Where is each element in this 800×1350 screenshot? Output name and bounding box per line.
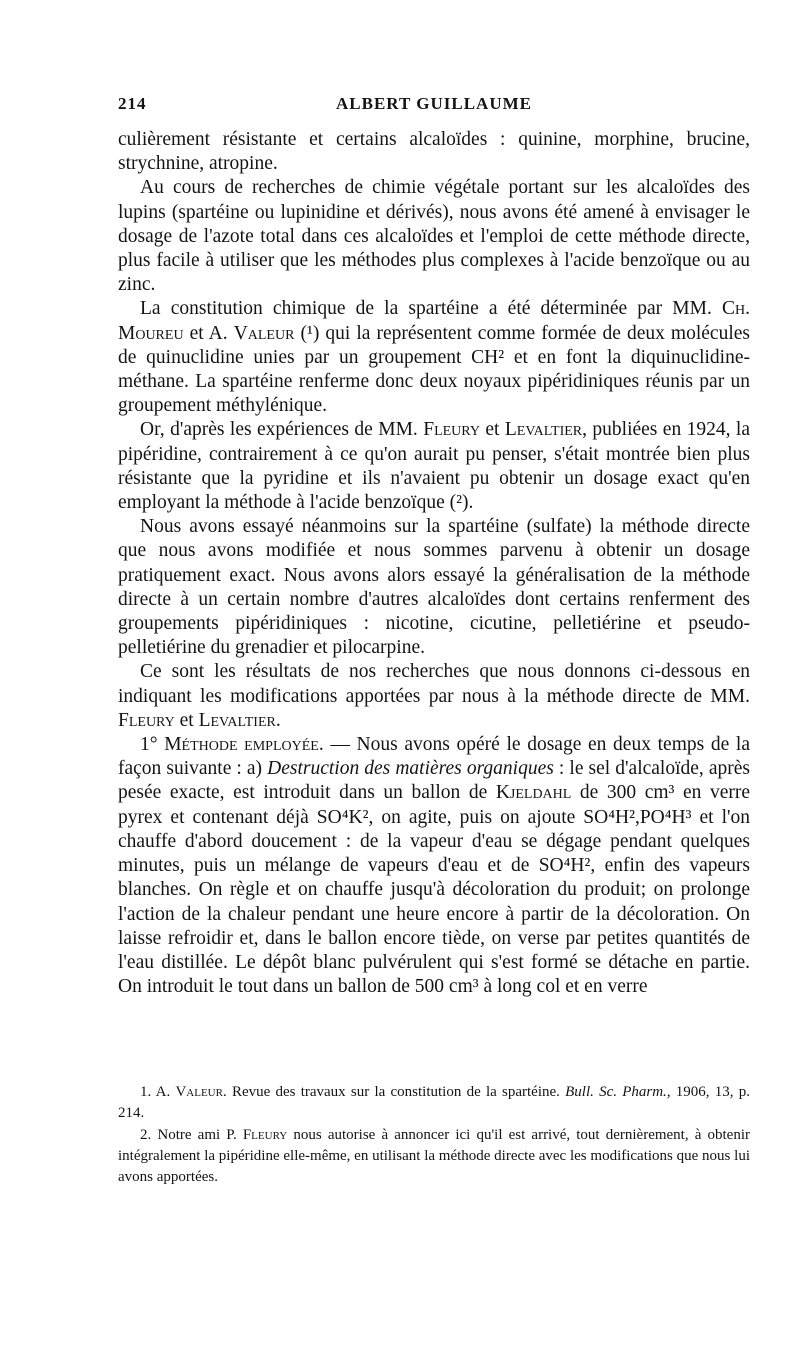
author-name: Fleury — [242, 1126, 288, 1143]
text-run: (¹) qui la représentent comme formée de deux molécules de quinuclidine unies par un groupement CH² et en font la diquinuclidine-méthane. La spartéine renferme donc deux noyaux pipéridiniques réunis par un groupement méthylénique. — [118, 322, 750, 417]
text-run: : le sel d'alcaloïde, après pesée exacte, est introduit dans un ballon de — [118, 758, 750, 804]
author-name: Fleury — [118, 709, 175, 731]
text-run: 1° — [140, 734, 165, 756]
paragraph: culièrement résistante et certains alcaloïdes : quinine, morphine, brucine, strychnine, atropine. — [118, 129, 750, 175]
text-run: . — [275, 709, 281, 731]
text-run: nous autorise à annoncer ici qu'il est arrivé, tout dernièrement, à obtenir intégralement la pipéridine elle-même, en utilisant la méthode directe avec les modifications que nous lui avons apportées. — [118, 1126, 751, 1186]
journal-title: Bull. Sc. Pharm. — [565, 1084, 667, 1100]
text-run: et A. — [183, 322, 234, 344]
paragraph — [118, 660, 750, 733]
author-name: Levaltier — [198, 709, 276, 731]
paragraph: Au cours de recherches de chimie végétale portant sur les alcaloïdes des lupins (spartéine ou lupinidine et dérivés), nous avons été amené à envisager le dosage de l'azote total dans ces alcaloïdes et l'emploi de cette méthode directe, plus facile à utiliser que les méthodes plus complexes à l'acide benzoïque ou au zinc. — [118, 177, 750, 296]
text-run: et — [174, 709, 199, 731]
section-heading: Méthode employée. — [164, 734, 324, 756]
paragraph: Nous avons essayé néanmoins sur la spartéine (sulfate) la méthode directe que nous avons modifiée et nous sommes parvenu à obtenir un dosage pratiquement exact. Nous avons alors essayé la généralisation de la méthode directe à un certain nombre d'autres alcaloïdes dont certains renferment des groupements pipéridiniques : nicotine, cicutine, pelletiérine et pseudo-pelletiérine du grenadier et pilocarpine. — [118, 516, 750, 659]
body-text — [118, 128, 750, 999]
text-run: La constitution chimique de la spartéine a été déterminée par MM. — [140, 298, 722, 320]
text-run: Or, d'après les expériences de MM. — [140, 419, 424, 441]
paragraph — [118, 733, 750, 999]
footnotes — [118, 1082, 750, 1188]
footnote — [118, 1082, 750, 1125]
text-run: de 300 cm³ en verre pyrex et contenant déjà SO⁴K², on agite, puis on ajoute SO⁴H²,PO⁴H³ et l'on chauffe d'abord doucement : de la vapeur d'eau se dégage pendant quelques minutes, puis un mélange de vapeurs d'eau et de SO⁴H², enfin des vapeurs blanches. On règle et on chauffe jusqu'à décoloration du produit; on prolonge l'action de la chaleur pendant une heure encore à partir de la décoloration. On laisse refroidir et, dans le ballon encore tiède, on verse par petites quantités de l'eau distillée. Le dépôt blanc pulvérulent qui s'est formé se détache en partie. On introduit le tout dans un ballon de 500 cm³ à long col et en verre — [118, 782, 751, 998]
text-run: 2. Notre ami P. — [140, 1126, 243, 1143]
author-name: Levaltier — [504, 419, 583, 441]
page-number: 214 — [118, 94, 147, 113]
subsection-title: Destruction des matières organiques — [267, 758, 554, 780]
paragraph — [118, 418, 750, 515]
text-run: Ce sont les résultats de nos recherches que nous donnons ci-dessous en indiquant les modifications apportées par nous à la méthode directe de MM. — [118, 661, 750, 707]
text-run: et — [479, 419, 505, 441]
text-run: — Nous avons opéré le dosage en deux temps de la façon suivante : a) — [118, 734, 750, 780]
text-run: , 1906, 13, p. 214. — [118, 1084, 750, 1122]
text-run: 1. A. — [140, 1084, 176, 1100]
footnote — [118, 1125, 750, 1189]
author-name: Ch. Moureu — [118, 298, 750, 344]
author-name: Fleury — [423, 419, 480, 441]
running-head — [118, 94, 750, 118]
running-title: ALBERT GUILLAUME — [336, 94, 532, 113]
author-name: Valeur — [233, 322, 295, 344]
author-name: Valeur — [175, 1084, 223, 1100]
text-run: . Revue des travaux sur la constitution de la spartéine. — [222, 1084, 566, 1100]
text-run: , publiées en 1924, la pipéridine, contrairement à ce qu'on aurait pu penser, s'était montrée bien plus résistante que la pyridine et ils n'avaient pu obtenir un dosage exact qu'en employant la méthode à l'acide benzoïque (²). — [118, 419, 750, 514]
paragraph — [118, 297, 750, 418]
author-name: Kjeldahl — [495, 782, 572, 804]
